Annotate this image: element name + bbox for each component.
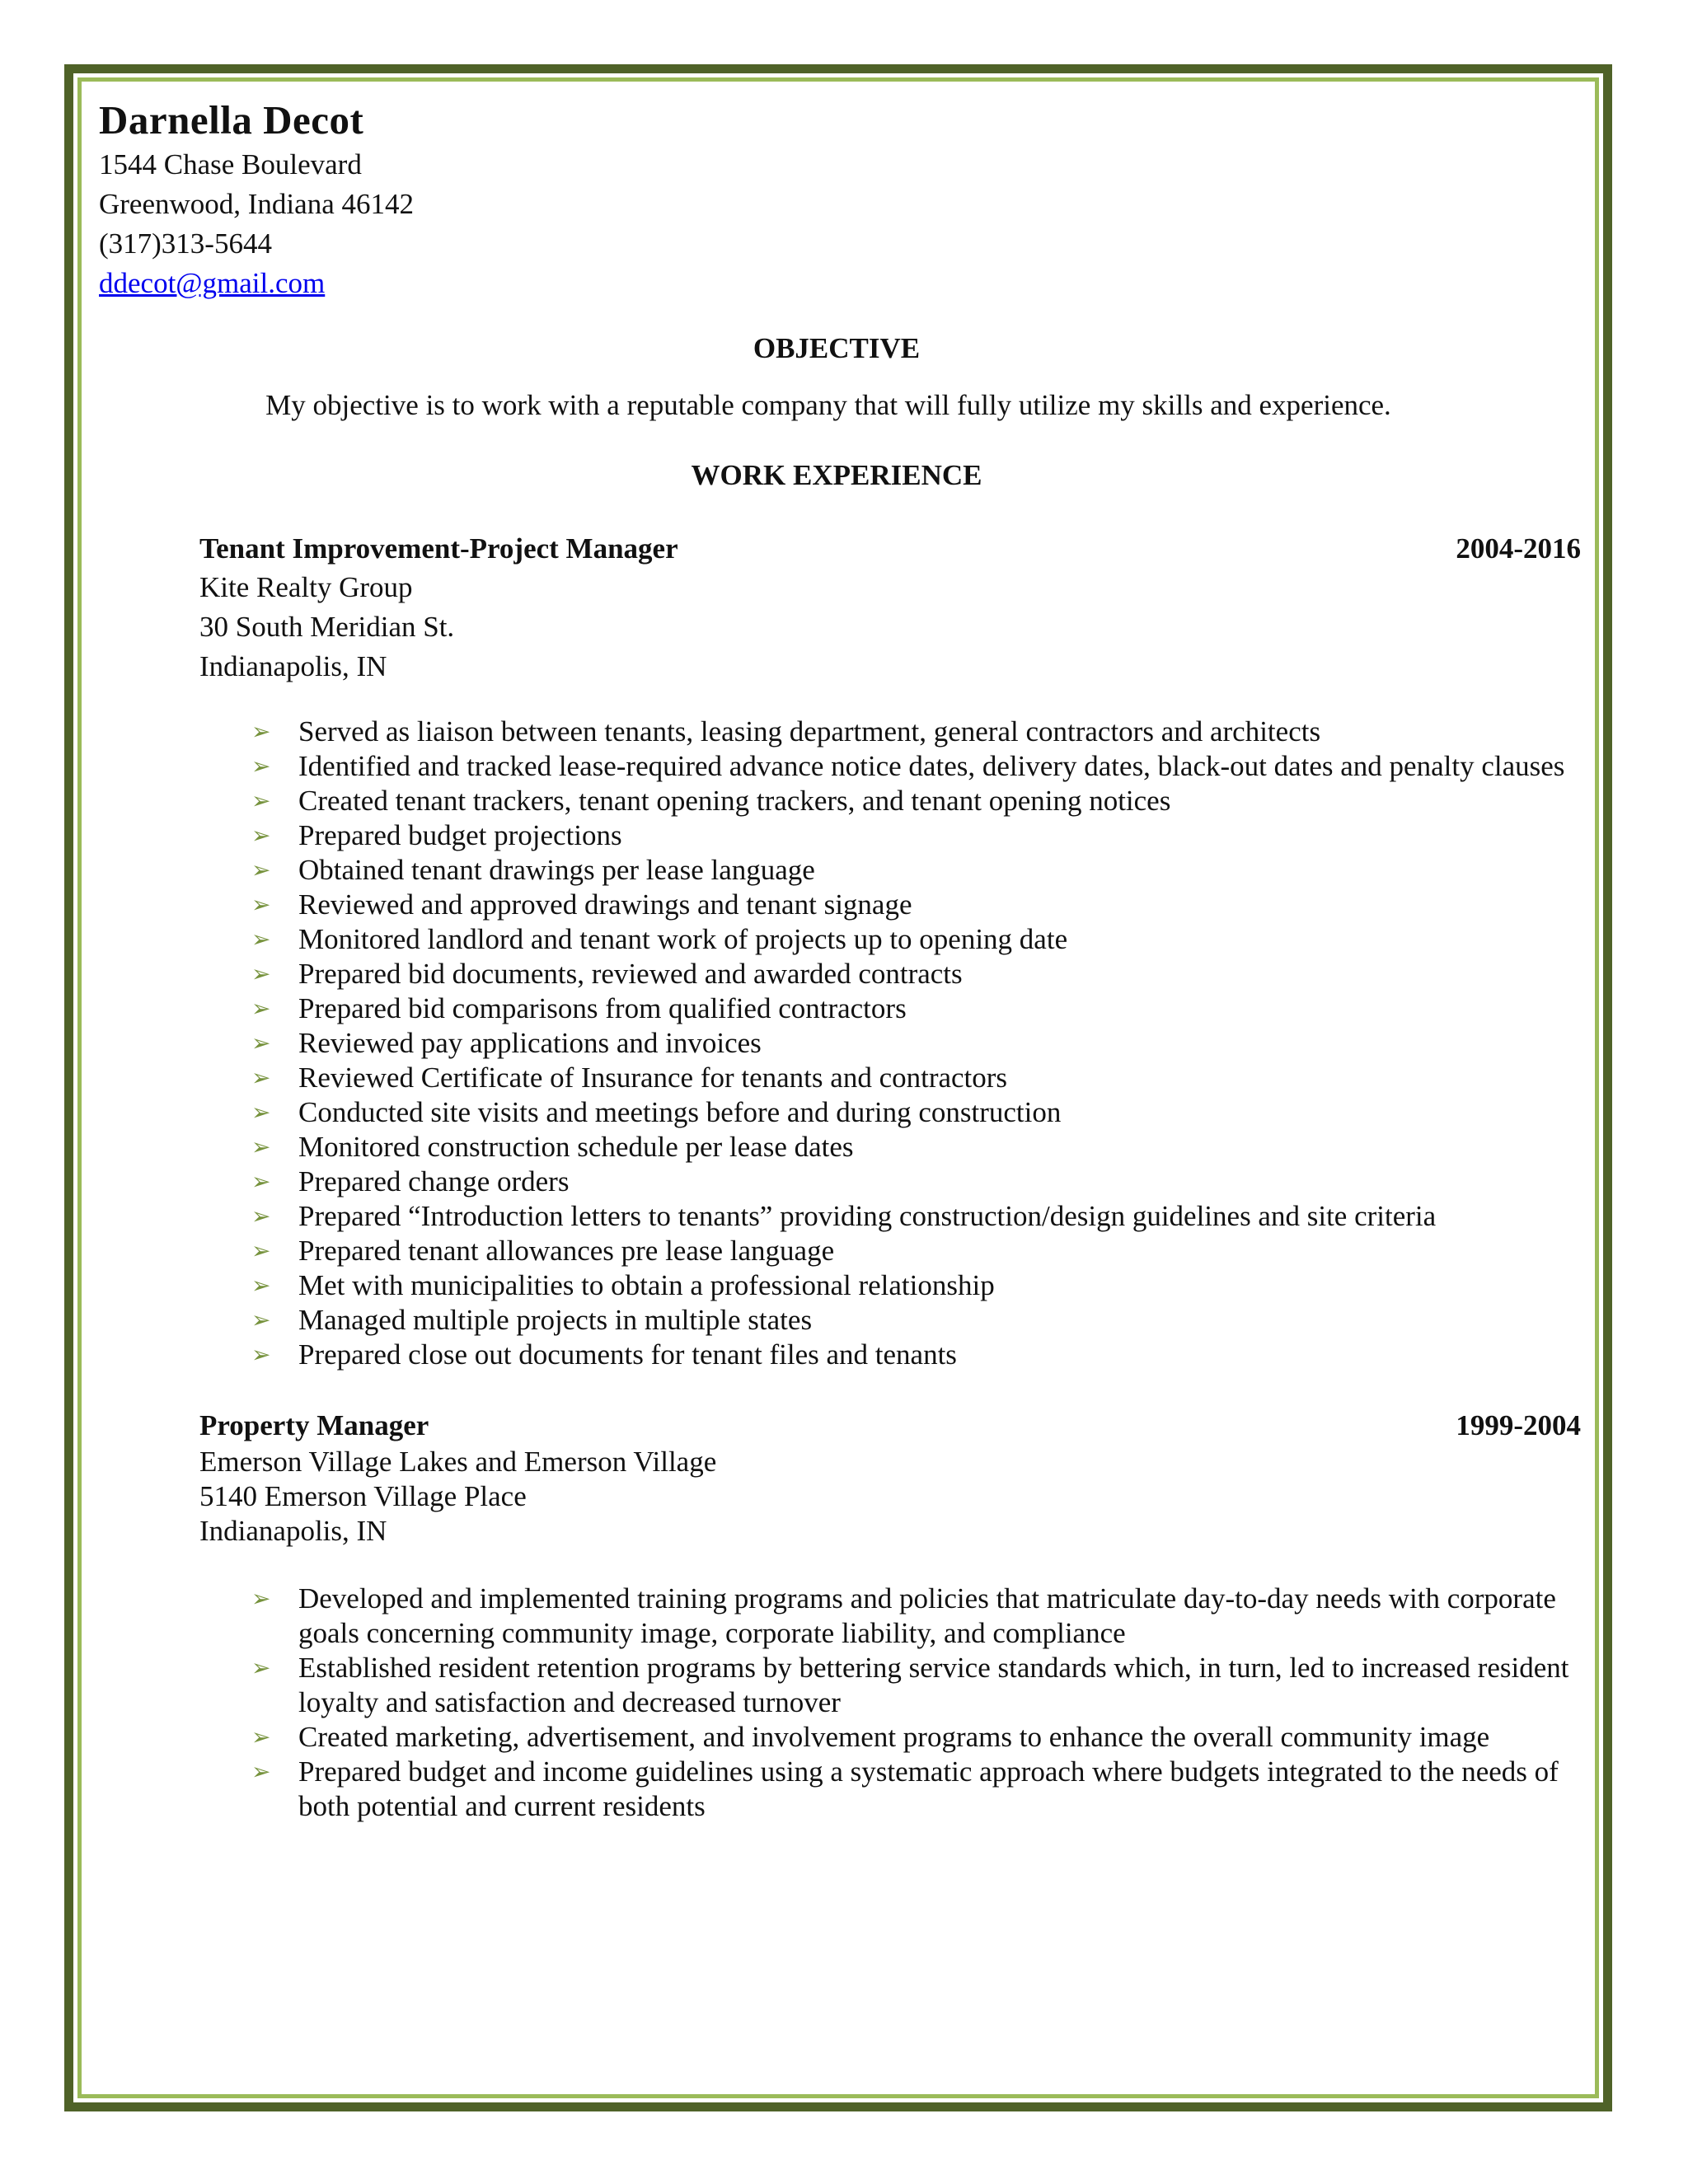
arrowhead-bullet-icon: ➢ (251, 1306, 271, 1333)
duty-text: Monitored construction schedule per lease dates (298, 1131, 854, 1163)
resume-content (99, 96, 1581, 1824)
duty-text: Prepared bid comparisons from qualified contractors (298, 992, 907, 1024)
objective-text: My objective is to work with a reputable company that will fully utilize my skills and experience. (265, 389, 1391, 421)
arrowhead-bullet-icon: ➢ (251, 995, 271, 1022)
duty-text: Prepared budget and income guidelines using a systematic approach where budgets integrated to the needs of both potential and current residents (298, 1755, 1559, 1822)
duty-item (199, 1720, 1581, 1755)
arrowhead-bullet-icon: ➢ (251, 1585, 271, 1612)
duty-text: Reviewed pay applications and invoices (298, 1027, 762, 1059)
job-company: Emerson Village Lakes and Emerson Village (199, 1446, 717, 1478)
duty-item (199, 1268, 1581, 1303)
duty-item (199, 1582, 1581, 1651)
duty-item (199, 1095, 1581, 1130)
job-city: Indianapolis, IN (199, 650, 387, 682)
email-line (99, 264, 1574, 303)
address-line-2: Greenwood, Indiana 46142 (99, 188, 414, 220)
duty-text: Created marketing, advertisement, and involvement programs to enhance the overall community image (298, 1721, 1490, 1753)
work-experience-heading: WORK EXPERIENCE (691, 459, 982, 491)
arrowhead-bullet-icon: ➢ (251, 960, 271, 987)
arrowhead-bullet-icon: ➢ (251, 1133, 271, 1160)
arrowhead-bullet-icon: ➢ (251, 787, 271, 814)
duty-item (199, 1234, 1581, 1268)
job-entry (199, 1407, 1581, 1824)
duty-text: Identified and tracked lease-required advance notice dates, delivery dates, black-out dates and penalty clauses (298, 750, 1565, 782)
arrowhead-bullet-icon: ➢ (251, 891, 271, 918)
duty-text: Prepared change orders (298, 1165, 570, 1197)
duty-text: Established resident retention programs by bettering service standards which, in turn, led to increased resident loyalty and satisfaction and decreased turnover (298, 1652, 1569, 1718)
duty-item (199, 888, 1581, 922)
duty-item (199, 1303, 1581, 1338)
duty-item (199, 818, 1581, 853)
address-line-1: 1544 Chase Boulevard (99, 148, 362, 180)
duty-item (199, 749, 1581, 784)
job-address: 30 South Meridian St. (199, 611, 455, 643)
objective-heading: OBJECTIVE (753, 332, 921, 364)
duty-text: Served as liaison between tenants, leasing department, general contractors and architects (298, 715, 1321, 748)
duty-item (199, 1130, 1581, 1165)
duty-text: Managed multiple projects in multiple states (298, 1304, 813, 1336)
arrowhead-bullet-icon: ➢ (251, 1272, 271, 1299)
duty-text: Prepared bid documents, reviewed and awarded contracts (298, 958, 963, 990)
arrowhead-bullet-icon: ➢ (251, 1654, 271, 1681)
arrowhead-bullet-icon: ➢ (251, 1758, 271, 1785)
arrowhead-bullet-icon: ➢ (251, 1723, 271, 1750)
job-dates: 2004-2016 (1456, 532, 1581, 565)
duty-text: Created tenant trackers, tenant opening trackers, and tenant opening notices (298, 785, 1171, 817)
duty-text: Developed and implemented training programs and policies that matriculate day-to-day needs with corporate goals concerning community image, corporate liability, and compliance (298, 1582, 1556, 1649)
job-duties-list (199, 715, 1581, 1372)
duty-item (199, 853, 1581, 888)
job-city: Indianapolis, IN (199, 1515, 387, 1547)
duty-text: Met with municipalities to obtain a professional relationship (298, 1269, 995, 1301)
email-link[interactable]: ddecot@gmail.com (99, 267, 326, 299)
job-title: Property Manager (199, 1409, 429, 1441)
arrowhead-bullet-icon: ➢ (251, 1064, 271, 1091)
job-company: Kite Realty Group (199, 571, 413, 603)
job-title: Tenant Improvement-Project Manager (199, 532, 678, 565)
arrowhead-bullet-icon: ➢ (251, 1168, 271, 1195)
duty-text: Prepared “Introduction letters to tenants” providing construction/design guidelines and site criteria (298, 1200, 1437, 1232)
arrowhead-bullet-icon: ➢ (251, 1202, 271, 1230)
duty-item (199, 1199, 1581, 1234)
duty-item (199, 1755, 1581, 1824)
duty-item (199, 1651, 1581, 1720)
job-list (99, 530, 1581, 1824)
phone-number: (317)313-5644 (99, 227, 272, 260)
arrowhead-bullet-icon: ➢ (251, 856, 271, 883)
job-address: 5140 Emerson Village Place (199, 1480, 527, 1512)
duty-item (199, 1026, 1581, 1061)
duty-item (199, 922, 1581, 957)
job-dates: 1999-2004 (1456, 1409, 1581, 1441)
duty-text: Reviewed Certificate of Insurance for tenants and contractors (298, 1062, 1008, 1094)
arrowhead-bullet-icon: ➢ (251, 752, 271, 780)
arrowhead-bullet-icon: ➢ (251, 1237, 271, 1264)
job-entry (199, 530, 1581, 1372)
duty-text: Reviewed and approved drawings and tenant signage (298, 888, 912, 921)
arrowhead-bullet-icon: ➢ (251, 1099, 271, 1126)
duty-item (199, 715, 1581, 749)
duty-text: Prepared close out documents for tenant files and tenants (298, 1338, 957, 1371)
duty-text: Prepared budget projections (298, 819, 622, 851)
duty-item (199, 1338, 1581, 1372)
duty-text: Monitored landlord and tenant work of projects up to opening date (298, 923, 1068, 955)
duty-item (199, 784, 1581, 818)
work-experience-section (99, 457, 1581, 1824)
duty-item (199, 957, 1581, 991)
arrowhead-bullet-icon: ➢ (251, 1029, 271, 1057)
job-duties-list (199, 1582, 1581, 1824)
duty-text: Conducted site visits and meetings before and during construction (298, 1096, 1062, 1128)
arrowhead-bullet-icon: ➢ (251, 1341, 271, 1368)
duty-item (199, 991, 1581, 1026)
contact-header (99, 96, 1574, 303)
duty-text: Prepared tenant allowances pre lease language (298, 1235, 835, 1267)
duty-item (199, 1165, 1581, 1199)
arrowhead-bullet-icon: ➢ (251, 926, 271, 953)
objective-section (99, 330, 1574, 424)
arrowhead-bullet-icon: ➢ (251, 822, 271, 849)
duty-text: Obtained tenant drawings per lease language (298, 854, 815, 886)
arrowhead-bullet-icon: ➢ (251, 718, 271, 745)
job-header (199, 530, 1581, 568)
duty-item (199, 1061, 1581, 1095)
job-header (199, 1407, 1581, 1445)
applicant-name: Darnella Decot (99, 97, 364, 143)
